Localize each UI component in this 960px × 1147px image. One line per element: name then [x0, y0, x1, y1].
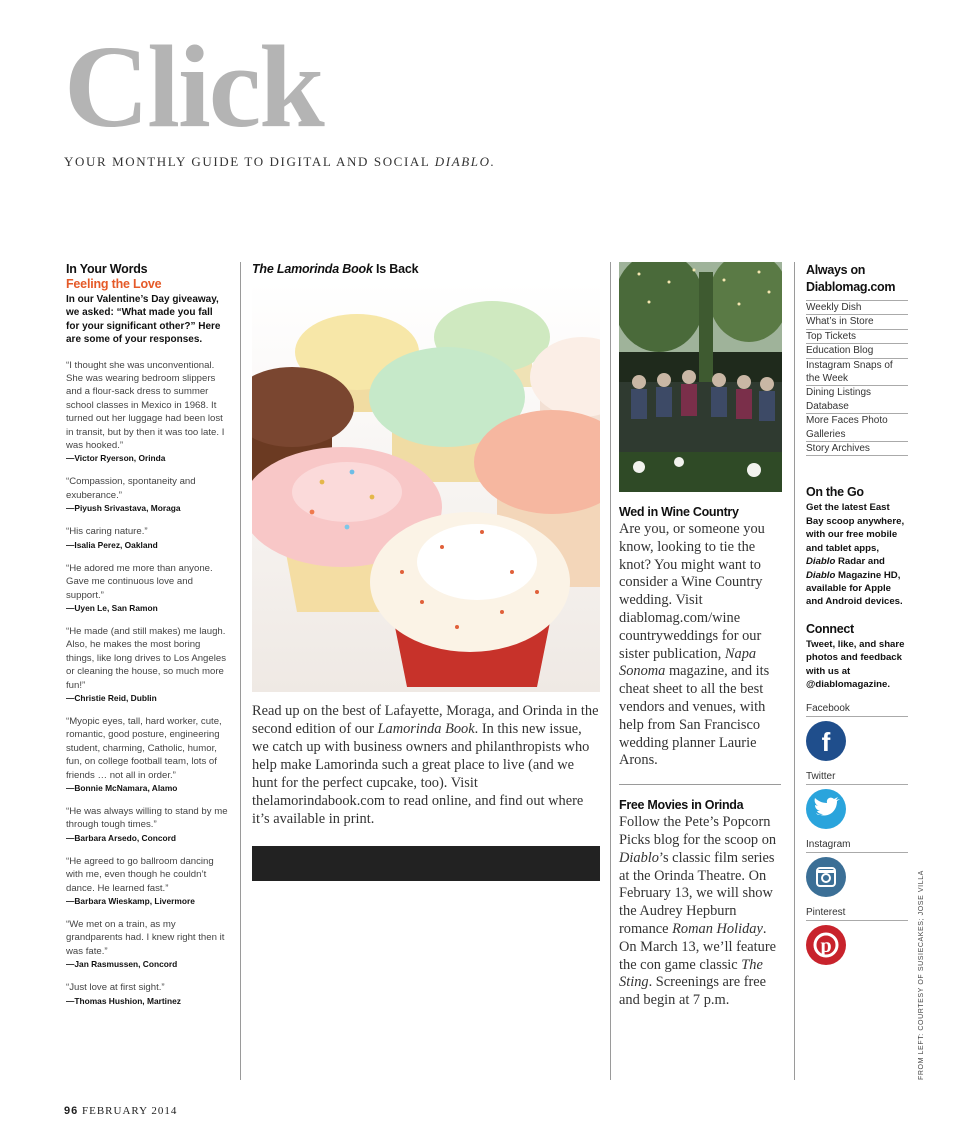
- twitter-icon[interactable]: [806, 789, 846, 829]
- intro: In our Valentine’s Day giveaway, we asked: “What made you fall for your significant other?” Here are some of your responses.: [66, 294, 221, 346]
- always-headline: Always on Diablomag.com: [806, 263, 896, 294]
- quote-attribution: —Thomas Hushion, Martinez: [66, 995, 181, 1006]
- book-title: The Lamorinda Book: [252, 262, 373, 276]
- lamorinda-headline: [252, 262, 600, 276]
- site-link[interactable]: Dining Listings Database: [806, 386, 908, 414]
- body-part: Get the latest East Bay scoop anywhere, with our free mobile and tablet apps,: [806, 502, 905, 554]
- subtitle-brand: DIABLO.: [434, 154, 496, 169]
- quote-text: “Myopic eyes, tall, hard worker, cute, romantic, good posture, engineering student, charming, Catholic, humor, fun, on college football team, lots of friends … not all in order.”: [66, 715, 222, 781]
- facebook-icon[interactable]: [806, 721, 846, 761]
- site-link[interactable]: Instagram Snaps of the Week: [806, 359, 908, 387]
- site-link[interactable]: Education Blog: [806, 344, 908, 358]
- quote-item: [66, 359, 228, 464]
- body-part: . On March 13, we’ll feature the con game classic: [619, 920, 777, 973]
- quote-attribution: —Barbara Wieskamp, Livermore: [66, 896, 195, 906]
- body-part: Read up on the best of Lafayette, Moraga, and Orinda in the second edition of our: [252, 703, 599, 737]
- lamorinda-column: [252, 262, 600, 881]
- body-part: . Screenings are free and begin at 7 p.m.: [619, 974, 767, 1009]
- body-part: magazine, and its cheat sheet to all the best vendors and venues, with help from San Francisco wedding planner Laurie Arons.: [619, 663, 770, 769]
- quote-attribution: —Uyen Le, San Ramon: [66, 602, 158, 613]
- quote-attribution: —Barbara Arsedo, Concord: [66, 832, 176, 843]
- quote-item: [66, 805, 228, 843]
- masthead: [64, 21, 496, 170]
- quote-attribution: —Bonnie McNamara, Alamo: [66, 782, 178, 793]
- headline: Feeling the Love: [66, 277, 162, 291]
- wine-country-headline: Wed in Wine Country: [619, 505, 739, 519]
- connect-headline: Connect: [806, 621, 854, 636]
- masthead-title: Click: [64, 21, 323, 152]
- quote-text: “We met on a train, as my grandparents had. I knew right then it was fate.”: [66, 919, 225, 957]
- column-rule: [610, 262, 611, 1080]
- quote-text: “I thought she was unconventional. She was wearing bedroom slippers and a flour-sack dress to summer school classes in Mexico in 1968. It turned out her luggage had been lost in transit, but by then it was too late. I was hooked.”: [66, 359, 225, 452]
- film-title: Roman Holiday: [672, 920, 763, 937]
- site-link[interactable]: What’s in Store: [806, 315, 908, 329]
- brand-name: Diablo: [806, 569, 836, 581]
- quote-text: “He agreed to go ballroom dancing with me, even though he couldn’t dance. He learned fast.”: [66, 855, 214, 894]
- quote-text: “Compassion, spontaneity and exuberance.”: [66, 476, 196, 501]
- quote-attribution: —Jan Rasmussen, Concord: [66, 959, 178, 970]
- quote-text: “He was always willing to stand by me through tough times.”: [66, 805, 228, 831]
- site-link-list: [806, 300, 908, 456]
- body-part: ’s classic film series at the Orinda Theatre. On February 13, we will show the Audrey Hepburn romance: [619, 849, 775, 937]
- subtitle-text: YOUR MONTHLY GUIDE TO DIGITAL AND SOCIAL: [64, 154, 430, 169]
- connect-body: Tweet, like, and share photos and feedback with us at @diablomagazine.: [806, 638, 905, 690]
- social-list: [806, 703, 908, 965]
- site-link[interactable]: Story Archives: [806, 442, 908, 456]
- social-label: Instagram: [806, 839, 908, 853]
- section-title: In Your Words: [66, 262, 148, 276]
- quote-text: “His caring nature.”: [66, 526, 148, 538]
- site-link[interactable]: Top Tickets: [806, 330, 908, 344]
- quote-attribution: —Christie Reid, Dublin: [66, 692, 157, 703]
- body-part: Are you, or someone you know, looking to tie the knot? You might want to consider a Wine Country wedding. Visit diablomag.com/wine countryweddings for our sister publication,: [619, 521, 765, 662]
- in-your-words-column: [66, 262, 228, 1018]
- magazine-name: Diablo: [619, 849, 659, 866]
- digital-column: [806, 262, 908, 975]
- film-title: The Sting: [619, 956, 763, 991]
- events-column: [619, 262, 783, 1010]
- quote-attribution: —Piyush Srivastava, Moraga: [66, 503, 181, 514]
- quote-item: [66, 715, 228, 793]
- wedding-photo: [619, 262, 782, 492]
- quote-attribution: —Isalia Perez, Oakland: [66, 539, 158, 550]
- instagram-icon[interactable]: [806, 857, 846, 897]
- wine-country-body: [619, 521, 783, 770]
- social-label: Twitter: [806, 771, 908, 785]
- social-label: Facebook: [806, 703, 908, 717]
- cupcakes-photo: [252, 282, 600, 692]
- on-the-go-body: [806, 501, 908, 608]
- on-the-go-headline: On the Go: [806, 485, 864, 500]
- masthead-subtitle: [64, 154, 495, 170]
- column-rule: [240, 262, 241, 1080]
- quote-text: “He adored me more than anyone. Gave me continuous love and support.”: [66, 562, 213, 601]
- publication-name: Napa Sonoma: [619, 645, 757, 680]
- quote-item: [66, 562, 228, 613]
- brand-name: Diablo: [806, 556, 836, 568]
- quote-text: “He made (and still makes) me laugh. Also, he makes the most boring things, like long drives to Los Angeles or cleaning the house, so much more fun!”: [66, 625, 226, 691]
- body-part: Radar and: [835, 556, 885, 568]
- lamorinda-body: [252, 702, 600, 828]
- body-part: . In this new issue, we catch up with business owners and philanthropists who help make Lamorinda such a great place to live (and we hunt for the perfect cupcake, too). Visit thelamorindabook.com to read online, and find out where it’s available in print.: [252, 721, 590, 827]
- site-link[interactable]: Weekly Dish: [806, 301, 908, 315]
- column-rule: [794, 262, 795, 1080]
- site-link[interactable]: More Faces Photo Galleries: [806, 414, 908, 442]
- movies-headline: Free Movies in Orinda: [619, 798, 744, 813]
- social-label: Pinterest: [806, 907, 908, 921]
- svg-text:f: f: [821, 727, 831, 758]
- pinterest-icon[interactable]: [806, 925, 846, 965]
- quote-item: [66, 525, 228, 549]
- movies-body: [619, 814, 783, 1010]
- quote-item: [66, 625, 228, 703]
- folio: [64, 1105, 177, 1117]
- black-bar: [252, 846, 600, 881]
- photo-credit: FROM LEFT: COURTESY OF SUSIECAKES; JOSE VILLA: [918, 870, 925, 1080]
- headline-rest: Is Back: [372, 262, 419, 276]
- quote-attribution: —Victor Ryerson, Orinda: [66, 453, 166, 464]
- body-part: Follow the Pete’s Popcorn Picks blog for the scoop on: [619, 814, 777, 848]
- page-number: 96: [64, 1105, 79, 1117]
- issue-date: FEBRUARY 2014: [82, 1105, 178, 1117]
- quote-text: “Just love at first sight.”: [66, 982, 165, 994]
- body-part: Magazine HD, available for Apple and Android devices.: [806, 569, 903, 608]
- body-book-title: Lamorinda Book: [377, 721, 475, 737]
- quote-item: [66, 981, 228, 1005]
- section-divider: [619, 784, 781, 785]
- quote-item: [66, 475, 228, 513]
- quote-item: [66, 918, 228, 969]
- quote-item: [66, 855, 228, 906]
- svg-text:p: p: [820, 935, 832, 958]
- quote-list: [66, 359, 228, 1006]
